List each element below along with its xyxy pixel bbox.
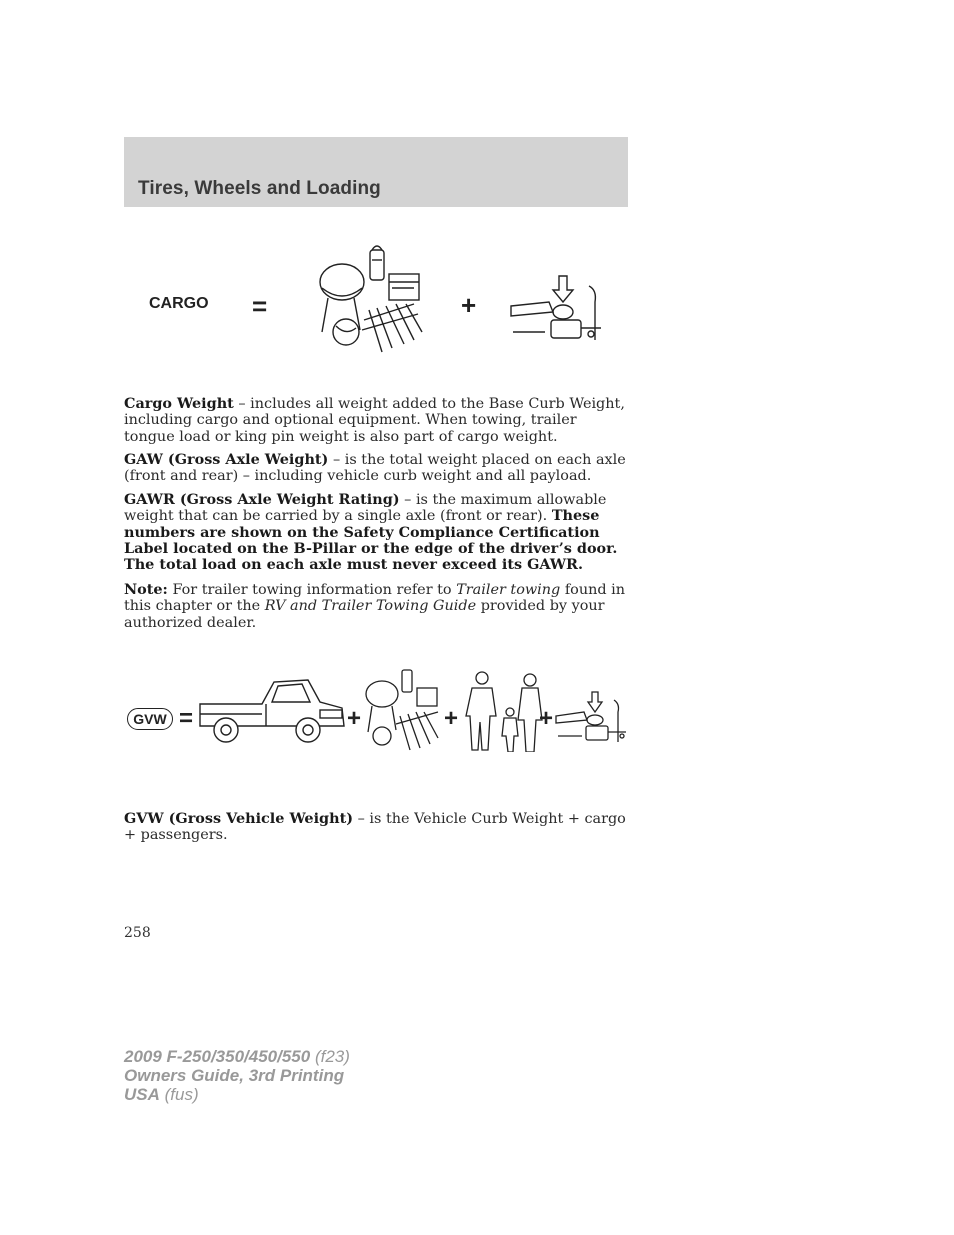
note-label: Note: <box>124 581 168 598</box>
footer-model-code: (f23) <box>310 1047 350 1066</box>
footer-model: 2009 F-250/350/450/550 <box>124 1047 311 1066</box>
gvw-equation-figure <box>124 660 630 760</box>
passengers-icon <box>464 670 544 752</box>
footer-region-code: (fus) <box>159 1085 199 1104</box>
definition-text: – is the total weight placed on each axle (front and rear) – including vehicle curb weight and all payload. <box>124 452 626 485</box>
footer-region: USA <box>124 1085 160 1104</box>
cargo-items-icon <box>362 664 442 756</box>
gvw-definition <box>124 811 630 844</box>
footer-line-1 <box>124 1047 350 1066</box>
pickup-truck-icon <box>196 674 346 748</box>
page-number: 258 <box>124 925 151 941</box>
gvw-label: GVW <box>127 708 173 730</box>
plus-sign: + <box>444 705 459 732</box>
towing-guide-reference: RV and Trailer Towing Guide <box>264 598 477 615</box>
note-paragraph <box>124 582 630 631</box>
note-text: found in this chapter or the <box>124 582 626 615</box>
cargo-weight-definition <box>124 396 630 445</box>
trailer-towing-reference: Trailer towing <box>456 582 561 598</box>
plus-sign: + <box>461 290 477 320</box>
plus-sign: + <box>539 705 554 732</box>
section-header <box>124 137 628 207</box>
footer-line-2: Owners Guide, 3rd Printing <box>124 1066 345 1085</box>
cargo-items-icon <box>314 240 434 358</box>
note-text: For trailer towing information refer to <box>167 582 457 598</box>
cargo-label: CARGO <box>149 295 209 312</box>
plus-sign: + <box>347 705 362 732</box>
cargo-equation-figure <box>124 240 628 360</box>
definition-term: GAW (Gross Axle Weight) <box>124 451 329 468</box>
gaw-definition <box>124 452 630 485</box>
definition-term: GAWR (Gross Axle Weight Rating) <box>124 491 400 508</box>
gawr-warning: These numbers are shown on the Safety Compliance Certification Label located on the B-Pillar or the edge of the driver’s door. The total load on each axle must never exceed its GAWR. <box>124 507 618 574</box>
equals-sign: = <box>252 291 268 321</box>
trailer-hitch-icon <box>554 690 628 746</box>
definition-term: Cargo Weight <box>124 395 234 412</box>
definition-term: GVW (Gross Vehicle Weight) <box>124 810 354 827</box>
definition-text: – includes all weight added to the Base Curb Weight, including cargo and optional equipment. When towing, trailer tongue load or king pin weight is also part of cargo weight. <box>124 396 625 445</box>
equals-sign: = <box>179 705 194 732</box>
gawr-definition <box>124 492 630 573</box>
definition-text: – is the maximum allowable weight that can be carried by a single axle (front or rear). <box>124 492 607 525</box>
note-text: provided by your authorized dealer. <box>124 598 605 631</box>
document-footer <box>124 1047 350 1104</box>
trailer-hitch-icon <box>509 272 604 344</box>
footer-line-3 <box>124 1085 350 1104</box>
definition-text: – is the Vehicle Curb Weight + cargo + passengers. <box>124 811 626 844</box>
section-title: Tires, Wheels and Loading <box>138 178 381 199</box>
